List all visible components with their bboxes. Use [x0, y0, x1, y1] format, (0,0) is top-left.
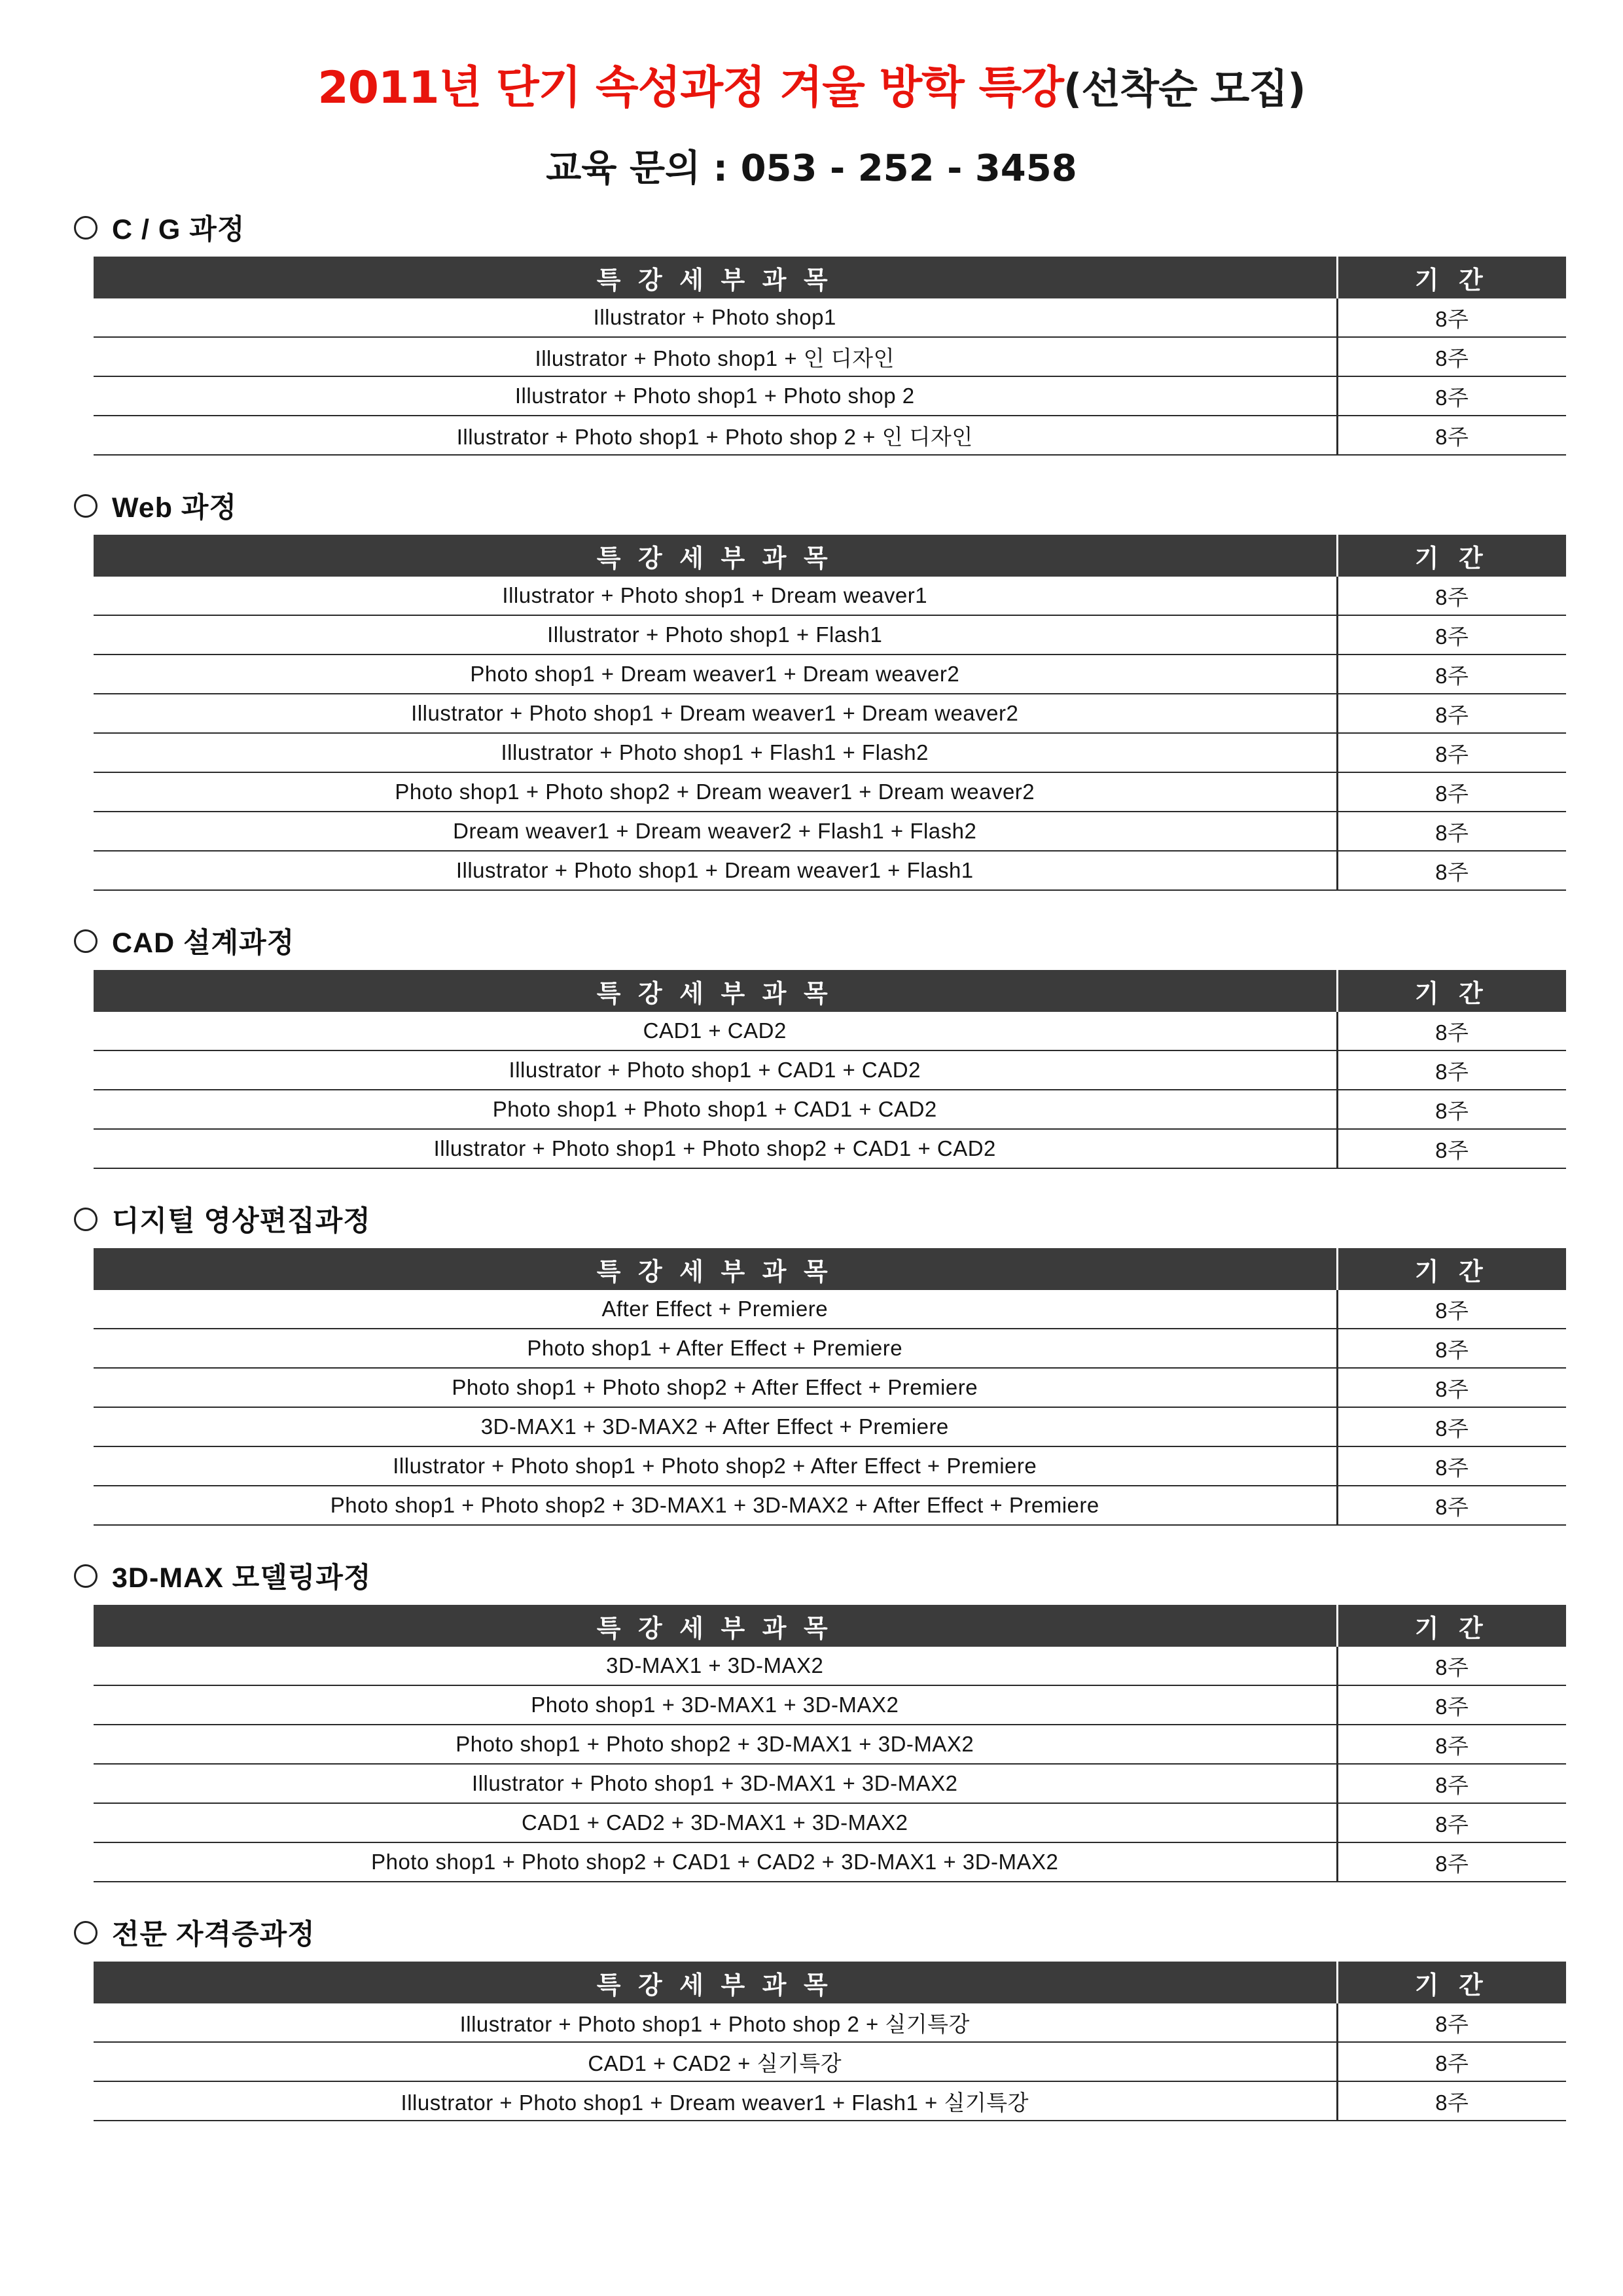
- circle-bullet-icon: [74, 494, 98, 518]
- table-row: [94, 1647, 1566, 1685]
- course-section: [62, 1556, 1561, 1882]
- circle-bullet-icon: [74, 1208, 98, 1231]
- cell-subject: CAD1 + CAD2: [94, 1012, 1337, 1050]
- column-header-subject: 특 강 세 부 과 목: [94, 535, 1337, 577]
- cell-duration: 8주: [1337, 1368, 1566, 1407]
- cell-subject: Illustrator + Photo shop1 + Flash1: [94, 615, 1337, 655]
- column-header-duration: 기 간: [1337, 1962, 1566, 2003]
- table-header-row: [94, 535, 1566, 577]
- table-header-row: [94, 257, 1566, 298]
- table-row: [94, 615, 1566, 655]
- table-row: [94, 1486, 1566, 1525]
- cell-subject: Photo shop1 + Photo shop1 + CAD1 + CAD2: [94, 1090, 1337, 1129]
- table-row: [94, 772, 1566, 812]
- section-heading: [74, 1556, 1561, 1596]
- cell-subject: Illustrator + Photo shop1 + Photo shop2 + CAD1 + CAD2: [94, 1129, 1337, 1168]
- cell-duration: 8주: [1337, 1090, 1566, 1129]
- cell-subject: Dream weaver1 + Dream weaver2 + Flash1 + Flash2: [94, 812, 1337, 851]
- cell-duration: 8주: [1337, 1012, 1566, 1050]
- circle-bullet-icon: [74, 1564, 98, 1588]
- course-table: [94, 1248, 1566, 1526]
- course-table: [94, 535, 1566, 891]
- cell-duration: 8주: [1337, 1050, 1566, 1090]
- table-header-row: [94, 970, 1566, 1012]
- section-heading-label: C / G 과정: [112, 214, 245, 245]
- page-title-main: 2011년 단기 속성과정 겨울 방학 특강: [317, 62, 1063, 114]
- cell-duration: 8주: [1337, 2081, 1566, 2121]
- cell-duration: 8주: [1337, 772, 1566, 812]
- cell-subject: 3D-MAX1 + 3D-MAX2 + After Effect + Premiere: [94, 1407, 1337, 1446]
- cell-duration: 8주: [1337, 1129, 1566, 1168]
- table-row: [94, 1368, 1566, 1407]
- cell-duration: 8주: [1337, 1486, 1566, 1525]
- cell-subject: CAD1 + CAD2 + 3D-MAX1 + 3D-MAX2: [94, 1803, 1337, 1842]
- table-row: [94, 416, 1566, 455]
- cell-subject: Illustrator + Photo shop1 + Dream weaver1 + Dream weaver2: [94, 694, 1337, 733]
- table-row: [94, 851, 1566, 890]
- cell-duration: 8주: [1337, 733, 1566, 772]
- table-row: [94, 298, 1566, 337]
- cell-subject: CAD1 + CAD2 + 실기특강: [94, 2042, 1337, 2081]
- cell-duration: 8주: [1337, 337, 1566, 376]
- table-row: [94, 2003, 1566, 2042]
- cell-subject: Illustrator + Photo shop1: [94, 298, 1337, 337]
- table-row: [94, 2081, 1566, 2121]
- table-row: [94, 812, 1566, 851]
- section-heading-label: 3D-MAX 모델링과정: [112, 1562, 372, 1594]
- cell-subject: Illustrator + Photo shop1 + 3D-MAX1 + 3D-MAX2: [94, 1764, 1337, 1803]
- column-header-subject: 특 강 세 부 과 목: [94, 1962, 1337, 2003]
- cell-subject: Illustrator + Photo shop1 + Photo shop 2 + 인 디자인: [94, 416, 1337, 455]
- table-row: [94, 1407, 1566, 1446]
- cell-duration: 8주: [1337, 1685, 1566, 1725]
- table-row: [94, 1090, 1566, 1129]
- table-row: [94, 577, 1566, 615]
- cell-subject: After Effect + Premiere: [94, 1290, 1337, 1329]
- cell-subject: Photo shop1 + 3D-MAX1 + 3D-MAX2: [94, 1685, 1337, 1725]
- cell-subject: Illustrator + Photo shop1 + Photo shop 2: [94, 376, 1337, 416]
- table-row: [94, 1129, 1566, 1168]
- page-title: [62, 52, 1561, 116]
- table-row: [94, 376, 1566, 416]
- table-row: [94, 1842, 1566, 1882]
- cell-duration: 8주: [1337, 577, 1566, 615]
- course-section: [62, 207, 1561, 456]
- cell-subject: Illustrator + Photo shop1 + 인 디자인: [94, 337, 1337, 376]
- section-heading-label: 디지털 영상편집과정: [112, 1206, 371, 1237]
- cell-subject: Illustrator + Photo shop1 + Photo shop 2 + 실기특강: [94, 2003, 1337, 2042]
- contact-line: 교육 문의 : 053 - 252 - 3458: [546, 147, 1077, 190]
- cell-subject: Illustrator + Photo shop1 + Dream weaver1: [94, 577, 1337, 615]
- column-header-duration: 기 간: [1337, 1605, 1566, 1647]
- table-row: [94, 694, 1566, 733]
- table-row: [94, 1803, 1566, 1842]
- cell-subject: 3D-MAX1 + 3D-MAX2: [94, 1647, 1337, 1685]
- table-row: [94, 1725, 1566, 1764]
- section-heading: [74, 1199, 1561, 1239]
- cell-duration: 8주: [1337, 416, 1566, 455]
- cell-duration: 8주: [1337, 655, 1566, 694]
- table-row: [94, 1329, 1566, 1368]
- cell-subject: Photo shop1 + Photo shop2 + 3D-MAX1 + 3D-MAX2 + After Effect + Premiere: [94, 1486, 1337, 1525]
- table-row: [94, 1290, 1566, 1329]
- cell-duration: 8주: [1337, 1725, 1566, 1764]
- cell-subject: Illustrator + Photo shop1 + CAD1 + CAD2: [94, 1050, 1337, 1090]
- cell-subject: Illustrator + Photo shop1 + Dream weaver1 + Flash1: [94, 851, 1337, 890]
- cell-duration: 8주: [1337, 2003, 1566, 2042]
- cell-duration: 8주: [1337, 1329, 1566, 1368]
- cell-subject: Illustrator + Photo shop1 + Flash1 + Flash2: [94, 733, 1337, 772]
- course-table: [94, 1962, 1566, 2121]
- column-header-subject: 특 강 세 부 과 목: [94, 970, 1337, 1012]
- cell-duration: 8주: [1337, 1842, 1566, 1882]
- table-header-row: [94, 1962, 1566, 2003]
- course-table: [94, 1605, 1566, 1882]
- table-row: [94, 1685, 1566, 1725]
- page-title-sub: (선착순 모집): [1063, 65, 1306, 113]
- column-header-subject: 특 강 세 부 과 목: [94, 1248, 1337, 1290]
- cell-duration: 8주: [1337, 812, 1566, 851]
- course-section: [62, 1912, 1561, 2121]
- section-heading: [74, 921, 1561, 961]
- cell-duration: 8주: [1337, 376, 1566, 416]
- table-row: [94, 2042, 1566, 2081]
- table-row: [94, 655, 1566, 694]
- table-header-row: [94, 1605, 1566, 1647]
- course-section: [62, 921, 1561, 1169]
- cell-subject: Photo shop1 + Photo shop2 + Dream weaver1 + Dream weaver2: [94, 772, 1337, 812]
- column-header-duration: 기 간: [1337, 257, 1566, 298]
- cell-duration: 8주: [1337, 1290, 1566, 1329]
- circle-bullet-icon: [74, 216, 98, 240]
- course-section: [62, 486, 1561, 891]
- cell-duration: 8주: [1337, 1407, 1566, 1446]
- cell-subject: Photo shop1 + Photo shop2 + After Effect + Premiere: [94, 1368, 1337, 1407]
- sections-container: [62, 207, 1561, 2121]
- cell-subject: Photo shop1 + Dream weaver1 + Dream weaver2: [94, 655, 1337, 694]
- cell-duration: 8주: [1337, 615, 1566, 655]
- table-row: [94, 733, 1566, 772]
- table-row: [94, 1050, 1566, 1090]
- cell-duration: 8주: [1337, 1647, 1566, 1685]
- cell-subject: Illustrator + Photo shop1 + Photo shop2 + After Effect + Premiere: [94, 1446, 1337, 1486]
- column-header-subject: 특 강 세 부 과 목: [94, 257, 1337, 298]
- cell-duration: 8주: [1337, 1803, 1566, 1842]
- circle-bullet-icon: [74, 929, 98, 953]
- cell-subject: Photo shop1 + After Effect + Premiere: [94, 1329, 1337, 1368]
- table-row: [94, 1012, 1566, 1050]
- section-heading: [74, 1912, 1561, 1952]
- table-row: [94, 337, 1566, 376]
- cell-subject: Photo shop1 + Photo shop2 + CAD1 + CAD2 + 3D-MAX1 + 3D-MAX2: [94, 1842, 1337, 1882]
- cell-subject: Illustrator + Photo shop1 + Dream weaver1 + Flash1 + 실기특강: [94, 2081, 1337, 2121]
- section-heading: [74, 486, 1561, 526]
- section-heading-label: CAD 설계과정: [112, 927, 295, 959]
- cell-subject: Photo shop1 + Photo shop2 + 3D-MAX1 + 3D-MAX2: [94, 1725, 1337, 1764]
- table-row: [94, 1764, 1566, 1803]
- cell-duration: 8주: [1337, 694, 1566, 733]
- cell-duration: 8주: [1337, 1446, 1566, 1486]
- cell-duration: 8주: [1337, 298, 1566, 337]
- cell-duration: 8주: [1337, 2042, 1566, 2081]
- column-header-duration: 기 간: [1337, 535, 1566, 577]
- course-table: [94, 970, 1566, 1169]
- section-heading-label: 전문 자격증과정: [112, 1919, 315, 1950]
- cell-duration: 8주: [1337, 1764, 1566, 1803]
- section-heading: [74, 207, 1561, 247]
- column-header-subject: 특 강 세 부 과 목: [94, 1605, 1337, 1647]
- table-header-row: [94, 1248, 1566, 1290]
- table-row: [94, 1446, 1566, 1486]
- column-header-duration: 기 간: [1337, 1248, 1566, 1290]
- column-header-duration: 기 간: [1337, 970, 1566, 1012]
- cell-duration: 8주: [1337, 851, 1566, 890]
- course-section: [62, 1199, 1561, 1526]
- course-table: [94, 257, 1566, 456]
- circle-bullet-icon: [74, 1921, 98, 1945]
- section-heading-label: Web 과정: [112, 492, 238, 524]
